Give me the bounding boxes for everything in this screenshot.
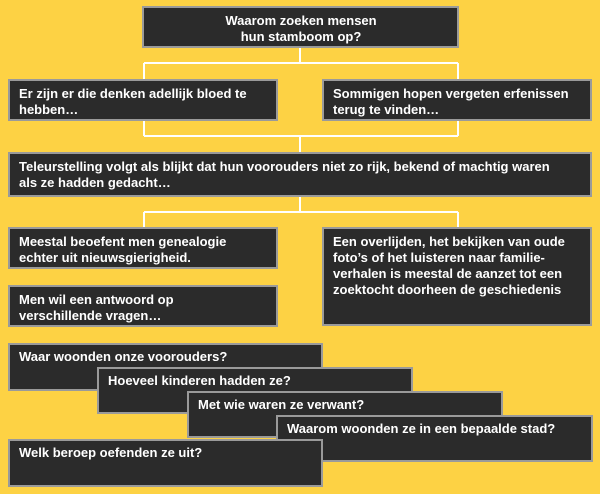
question-box-4: Waarom woonden ze in een bepaalde stad?: [276, 415, 593, 462]
right-reason-box: Sommigen hopen vergeten erfenissen terug te vinden…: [322, 79, 592, 121]
question-box-1: Waar woonden onze voorouders?: [8, 343, 323, 391]
curiosity-box: Meestal beoefent men genealogie echter uit nieuwsgierigheid.: [8, 227, 278, 269]
question-box-5: Welk beroep oefenden ze uit?: [8, 439, 323, 487]
question-box-3: Met wie waren ze verwant?: [187, 391, 503, 438]
disappointment-box: Teleurstelling volgt als blijkt dat hun voorouders niet zo rijk, bekend of machtig waren als ze hadden gedacht…: [8, 152, 592, 197]
root-question-box: Waarom zoeken mensen hun stamboom op?: [142, 6, 459, 48]
trigger-box: Een overlijden, het bekijken van oude foto’s of het luisteren naar familie- verhalen is meestal de aanzet tot een zoektocht doorheen de geschiedenis: [322, 227, 592, 326]
question-box-2: Hoeveel kinderen hadden ze?: [97, 367, 413, 414]
left-reason-box: Er zijn er die denken adellijk bloed te hebben…: [8, 79, 278, 121]
questions-intro-box: Men wil een antwoord op verschillende vragen…: [8, 285, 278, 327]
